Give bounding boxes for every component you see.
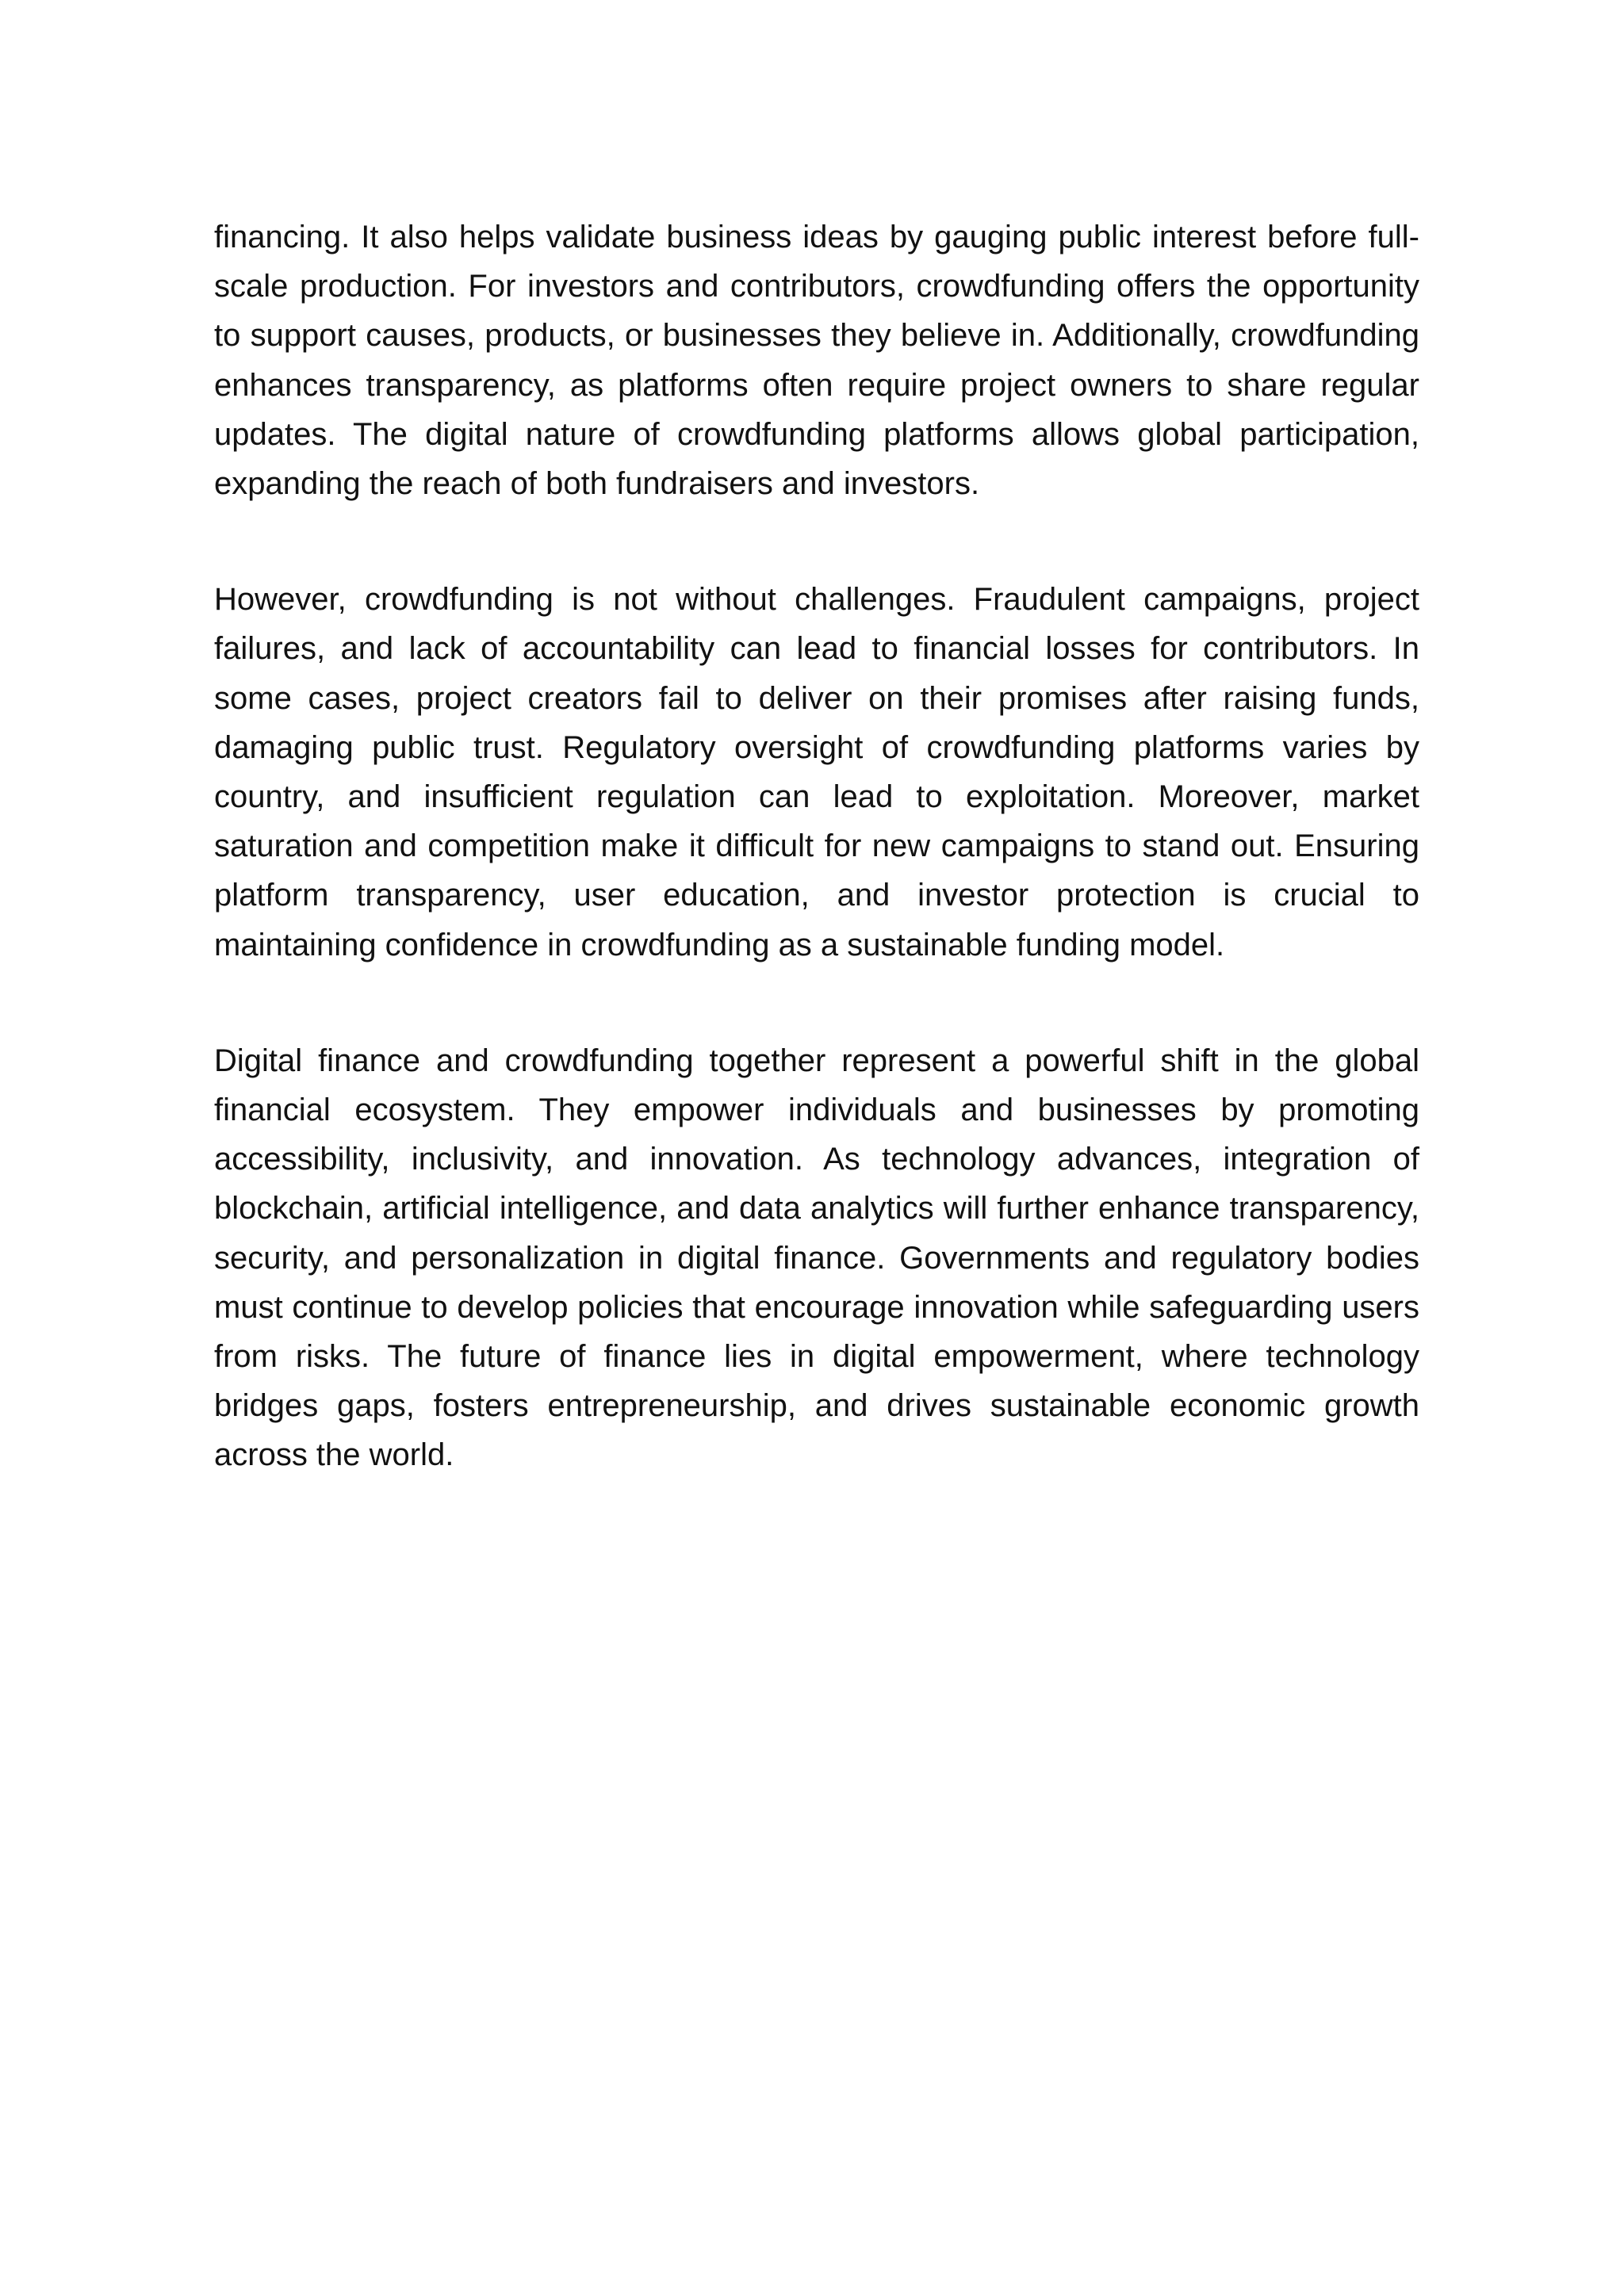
- paragraph-benefits: financing. It also helps validate business ideas by gauging public interest before full-scale production. For investors and contributors, crowdfunding offers the opportunity to support causes, products, or businesses they believe in. Additionally, crowdfunding enhances transparency, as platforms often require project owners to share regular updates. The digital nature of crowdfunding platforms allows global participation, expanding the reach of both fundraisers and investors.: [214, 220, 1419, 502]
- paragraph-challenges: However, crowdfunding is not without challenges. Fraudulent campaigns, project failures, and lack of accountability can lead to financial losses for contributors. In some cases, project creators fail to deliver on their promises after raising funds, damaging public trust. Regulatory oversight of crowdfunding platforms varies by country, and insufficient regulation can lead to exploitation. Moreover, market saturation and competition make it difficult for new campaigns to stand out. Ensuring platform transparency, user education, and investor protection is crucial to maintaining confidence in crowdfunding as a sustainable funding model.: [214, 582, 1419, 962]
- document-body: [214, 212, 1419, 1547]
- paragraph-conclusion: Digital finance and crowdfunding together represent a powerful shift in the global financial ecosystem. They empower individuals and businesses by promoting accessibility, inclusivity, and innovation. As technology advances, integration of blockchain, artificial intelligence, and data analytics will further enhance transparency, security, and personalization in digital finance. Governments and regulatory bodies must continue to develop policies that encourage innovation while safeguarding users from risks. The future of finance lies in digital empowerment, where technology bridges gaps, fosters entrepreneurship, and drives sustainable economic growth across the world.: [214, 1043, 1419, 1473]
